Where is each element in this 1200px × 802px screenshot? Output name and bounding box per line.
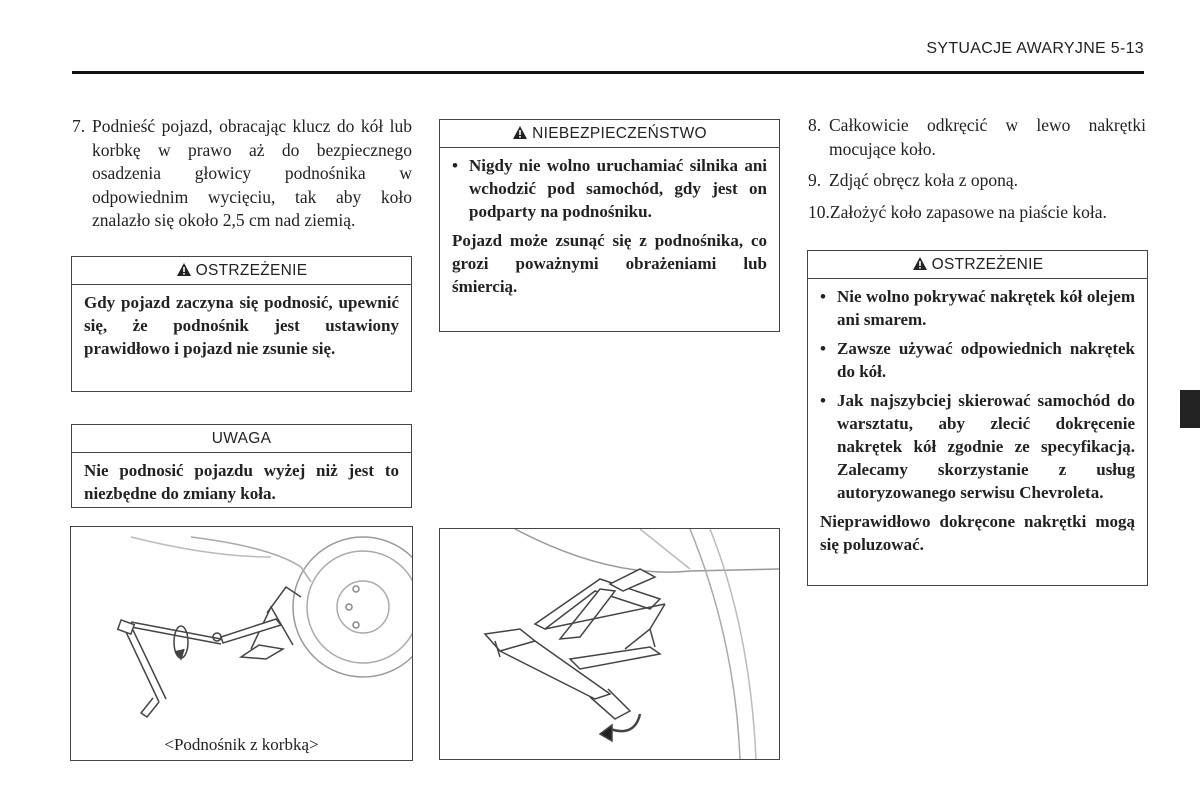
note-title: UWAGA xyxy=(72,425,411,453)
bullet: • xyxy=(820,339,826,358)
step-9 xyxy=(808,169,1146,193)
step-text: Podnieść pojazd, obracając klucz do kół lub korbkę w prawo aż do bezpiecznego osadzenia głowicy podnośnika w odpowiednim wycięciu, tak aby koło znalazło się około 2,5 cm nad ziemią. xyxy=(92,116,412,230)
note-text: Nie podnosić pojazdu wyżej niż jest to niezbędne do zmiany koła. xyxy=(84,461,399,503)
note-box xyxy=(71,424,412,508)
warning-bullet-item: • Jak najszybciej skierować samochód do warsztatu, aby zlecić dokręcenie nakrętek kół zgodnie ze specyfikacją. Zalecamy skorzystanie z usług autoryzowanego serwisu Chevroleta. xyxy=(820,391,1135,502)
warning-bullet-item: • Zawsze używać odpowiednich nakrętek do kół. xyxy=(820,339,1135,381)
bullet: • xyxy=(820,287,826,306)
step-number: 8. xyxy=(808,115,822,135)
figure-scissor-jack xyxy=(439,528,780,760)
step-number: 9. xyxy=(808,170,822,190)
warning-triangle-icon xyxy=(512,125,528,140)
warning-triangle-icon xyxy=(176,262,192,277)
step-10 xyxy=(808,201,1146,225)
warning-paragraph: Nieprawidłowo dokręcone nakrętki mogą się poluzować. xyxy=(820,512,1135,554)
warning-box-right xyxy=(807,250,1148,586)
section-tab-marker xyxy=(1180,390,1200,428)
warning-title: OSTRZEŻENIE xyxy=(808,251,1147,279)
steps-list-right xyxy=(808,114,1146,232)
section-header: SYTUACJE AWARYJNE 5-13 xyxy=(926,40,1144,57)
warning-title: OSTRZEŻENIE xyxy=(72,257,411,285)
danger-bullet-item: • Nigdy nie wolno uruchamiać silnika ani wchodzić pod samochód, gdy jest on podparty na podnośniku. xyxy=(452,156,767,221)
figure-jack-with-crank xyxy=(70,526,413,761)
header-rule xyxy=(72,71,1144,74)
step-text: 10.Założyć koło zapasowe na piaście koła. xyxy=(808,201,1107,222)
warning-box-left xyxy=(71,256,412,392)
danger-title: NIEBEZPIECZEŃSTWO xyxy=(440,120,779,148)
bullet: • xyxy=(820,391,826,410)
warning-triangle-icon xyxy=(912,256,928,271)
step-number: 7. xyxy=(72,116,86,136)
scissor-jack-illustration xyxy=(440,529,779,759)
jack-crank-illustration xyxy=(71,527,412,732)
bullet: • xyxy=(452,156,458,175)
step-text: Zdjąć obręcz koła z oponą. xyxy=(829,170,1019,190)
warning-text: Gdy pojazd zaczyna się podnosić, upewnić się, że podnośnik jest ustawiony prawidłowo i pojazd nie zsunie się. xyxy=(84,293,399,358)
danger-box xyxy=(439,119,780,332)
step-8 xyxy=(808,114,1146,161)
warning-bullet-item: • Nie wolno pokrywać nakrętek kół olejem ani smarem. xyxy=(820,287,1135,329)
figure-caption: <Podnośnik z korbką> xyxy=(164,735,319,754)
danger-paragraph: Pojazd może zsunąć się z podnośnika, co grozi poważnymi obrażeniami lub śmiercią. xyxy=(452,231,767,296)
step-7 xyxy=(72,115,412,233)
step-text: Całkowicie odkręcić w lewo nakrętki mocujące koło. xyxy=(829,115,1146,159)
